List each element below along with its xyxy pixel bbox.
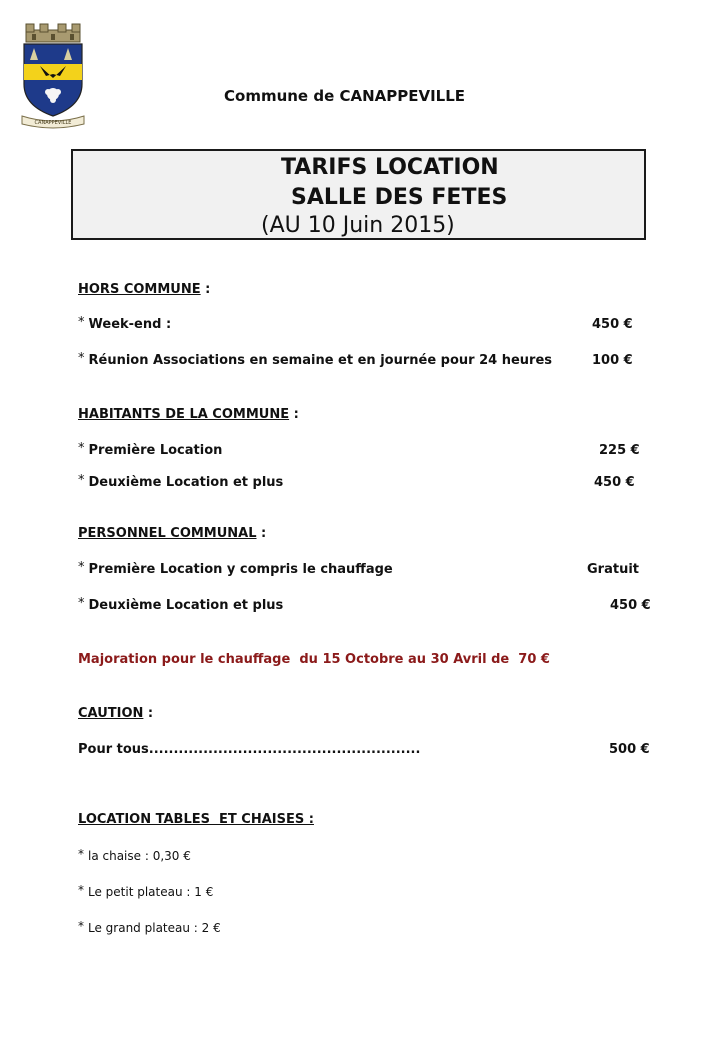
caution-label: Pour tous.......................................................	[78, 742, 421, 757]
list-item: * Deuxième Location et plus	[78, 473, 284, 490]
heading-hors-commune: HORS COMMUNE :	[78, 282, 211, 297]
crown-icon	[26, 24, 80, 42]
heating-surcharge-note: Majoration pour le chauffage du 15 Octobre au 30 Avril de 70 €	[78, 652, 550, 667]
heading-location-tables: LOCATION TABLES ET CHAISES :	[78, 812, 314, 827]
price: Gratuit	[587, 562, 639, 577]
list-item: * Le petit plateau : 1 €	[78, 883, 214, 899]
shield-icon	[24, 44, 82, 116]
list-item: * Première Location	[78, 441, 223, 458]
list-item: * Le grand plateau : 2 €	[78, 919, 221, 935]
title-box	[71, 149, 646, 240]
commune-name: Commune de CANAPPEVILLE	[224, 87, 466, 105]
title-line-2: SALLE DES FETES	[291, 185, 508, 210]
price: 450 €	[610, 598, 651, 613]
svg-text:CANAPPEVILLE: CANAPPEVILLE	[34, 120, 72, 126]
price: 225 €	[599, 443, 640, 458]
price: 500 €	[609, 742, 650, 757]
list-item: * Deuxième Location et plus	[78, 596, 284, 613]
heading-personnel: PERSONNEL COMMUNAL :	[78, 526, 267, 541]
list-item: * Réunion Associations en semaine et en journée pour 24 heures	[78, 351, 553, 368]
title-line-1: TARIFS LOCATION	[281, 155, 499, 180]
title-date: (AU 10 Juin 2015)	[261, 213, 455, 238]
heading-habitants: HABITANTS DE LA COMMUNE :	[78, 407, 299, 422]
motto-ribbon	[22, 116, 84, 128]
list-item: * Week-end :	[78, 315, 172, 332]
list-item: * Première Location y compris le chauffage	[78, 560, 393, 577]
heading-caution: CAUTION :	[78, 706, 154, 721]
coat-of-arms-logo	[20, 20, 86, 130]
price: 450 €	[594, 475, 635, 490]
price: 450 €	[592, 317, 633, 332]
price: 100 €	[592, 353, 633, 368]
list-item: * la chaise : 0,30 €	[78, 847, 191, 863]
